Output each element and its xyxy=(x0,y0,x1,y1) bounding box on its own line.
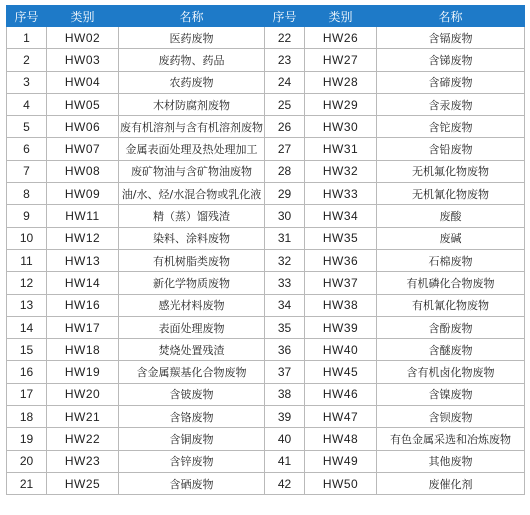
cell-category-right: HW34 xyxy=(305,205,377,227)
table-row xyxy=(7,361,525,383)
cell-name-left: 焚烧处置残渣 xyxy=(119,339,265,361)
cell-name-left: 金属表面处理及热处理加工 xyxy=(119,138,265,160)
table-row xyxy=(7,272,525,294)
table-row xyxy=(7,93,525,115)
header-name-left: 名称 xyxy=(119,6,265,27)
table-body xyxy=(7,27,525,495)
cell-category-right: HW50 xyxy=(305,472,377,494)
cell-name-right: 含碲废物 xyxy=(377,71,525,93)
cell-category-left: HW17 xyxy=(47,316,119,338)
cell-category-left: HW23 xyxy=(47,450,119,472)
cell-number-right: 28 xyxy=(265,160,305,182)
cell-name-left: 感光材料废物 xyxy=(119,294,265,316)
header-no-right: 序号 xyxy=(265,6,305,27)
cell-category-right: HW37 xyxy=(305,272,377,294)
cell-name-left: 农药废物 xyxy=(119,71,265,93)
cell-name-right: 无机氟化物废物 xyxy=(377,160,525,182)
cell-category-right: HW33 xyxy=(305,183,377,205)
cell-number-left: 2 xyxy=(7,49,47,71)
table-header-row xyxy=(7,6,525,27)
cell-name-right: 含铊废物 xyxy=(377,116,525,138)
cell-category-left: HW19 xyxy=(47,361,119,383)
cell-number-left: 12 xyxy=(7,272,47,294)
cell-category-right: HW31 xyxy=(305,138,377,160)
cell-number-left: 8 xyxy=(7,183,47,205)
cell-name-left: 含金属羰基化合物废物 xyxy=(119,361,265,383)
cell-number-left: 9 xyxy=(7,205,47,227)
cell-name-left: 废矿物油与含矿物油废物 xyxy=(119,160,265,182)
header-category-left: 类别 xyxy=(47,6,119,27)
cell-category-right: HW38 xyxy=(305,294,377,316)
cell-number-right: 22 xyxy=(265,27,305,49)
cell-name-right: 无机氰化物废物 xyxy=(377,183,525,205)
cell-name-right: 含锑废物 xyxy=(377,49,525,71)
cell-category-left: HW06 xyxy=(47,116,119,138)
table-row xyxy=(7,294,525,316)
cell-category-left: HW04 xyxy=(47,71,119,93)
table-row xyxy=(7,383,525,405)
cell-name-right: 含酚废物 xyxy=(377,316,525,338)
cell-number-right: 33 xyxy=(265,272,305,294)
table-row xyxy=(7,71,525,93)
cell-category-right: HW40 xyxy=(305,339,377,361)
cell-category-right: HW49 xyxy=(305,450,377,472)
table-row xyxy=(7,138,525,160)
cell-number-right: 26 xyxy=(265,116,305,138)
table-row xyxy=(7,183,525,205)
cell-number-right: 40 xyxy=(265,428,305,450)
cell-name-left: 废有机溶剂与含有机溶剂废物 xyxy=(119,116,265,138)
cell-number-right: 27 xyxy=(265,138,305,160)
cell-category-left: HW16 xyxy=(47,294,119,316)
cell-category-right: HW47 xyxy=(305,406,377,428)
cell-name-left: 木材防腐剂废物 xyxy=(119,93,265,115)
cell-name-right: 废碱 xyxy=(377,227,525,249)
cell-category-left: HW14 xyxy=(47,272,119,294)
cell-name-right: 含镉废物 xyxy=(377,27,525,49)
cell-category-left: HW09 xyxy=(47,183,119,205)
cell-category-left: HW02 xyxy=(47,27,119,49)
cell-category-right: HW27 xyxy=(305,49,377,71)
cell-category-right: HW36 xyxy=(305,249,377,271)
cell-category-left: HW20 xyxy=(47,383,119,405)
cell-number-left: 15 xyxy=(7,339,47,361)
table-row xyxy=(7,27,525,49)
cell-category-right: HW39 xyxy=(305,316,377,338)
cell-category-left: HW11 xyxy=(47,205,119,227)
cell-name-right: 有机磷化合物废物 xyxy=(377,272,525,294)
cell-number-right: 29 xyxy=(265,183,305,205)
cell-category-right: HW29 xyxy=(305,93,377,115)
cell-number-left: 18 xyxy=(7,406,47,428)
cell-category-right: HW46 xyxy=(305,383,377,405)
table-row xyxy=(7,428,525,450)
cell-number-left: 14 xyxy=(7,316,47,338)
cell-number-left: 11 xyxy=(7,249,47,271)
cell-name-right: 含铅废物 xyxy=(377,138,525,160)
cell-number-right: 35 xyxy=(265,316,305,338)
hazardous-waste-table-container xyxy=(6,5,524,495)
cell-name-left: 含铜废物 xyxy=(119,428,265,450)
cell-category-left: HW07 xyxy=(47,138,119,160)
cell-number-left: 16 xyxy=(7,361,47,383)
cell-name-right: 石棉废物 xyxy=(377,249,525,271)
table-row xyxy=(7,205,525,227)
table-row xyxy=(7,227,525,249)
cell-number-left: 1 xyxy=(7,27,47,49)
cell-name-right: 含钡废物 xyxy=(377,406,525,428)
cell-number-right: 34 xyxy=(265,294,305,316)
cell-number-left: 19 xyxy=(7,428,47,450)
cell-number-right: 38 xyxy=(265,383,305,405)
cell-number-right: 23 xyxy=(265,49,305,71)
cell-number-left: 7 xyxy=(7,160,47,182)
cell-category-right: HW48 xyxy=(305,428,377,450)
cell-number-right: 37 xyxy=(265,361,305,383)
cell-name-left: 医药废物 xyxy=(119,27,265,49)
cell-number-left: 21 xyxy=(7,472,47,494)
cell-category-left: HW12 xyxy=(47,227,119,249)
table-row xyxy=(7,406,525,428)
cell-name-right: 含有机卤化物废物 xyxy=(377,361,525,383)
cell-number-left: 13 xyxy=(7,294,47,316)
cell-number-left: 6 xyxy=(7,138,47,160)
table-row xyxy=(7,472,525,494)
cell-number-right: 39 xyxy=(265,406,305,428)
cell-category-left: HW18 xyxy=(47,339,119,361)
header-no-left: 序号 xyxy=(7,6,47,27)
cell-category-left: HW03 xyxy=(47,49,119,71)
cell-name-left: 含铬废物 xyxy=(119,406,265,428)
cell-name-left: 含锌废物 xyxy=(119,450,265,472)
cell-category-left: HW25 xyxy=(47,472,119,494)
table-row xyxy=(7,249,525,271)
cell-name-left: 油/水、烃/水混合物或乳化液 xyxy=(119,183,265,205)
table-row xyxy=(7,116,525,138)
cell-number-left: 5 xyxy=(7,116,47,138)
cell-number-right: 41 xyxy=(265,450,305,472)
cell-number-left: 17 xyxy=(7,383,47,405)
cell-name-left: 废药物、药品 xyxy=(119,49,265,71)
table-row xyxy=(7,339,525,361)
cell-number-left: 10 xyxy=(7,227,47,249)
cell-name-right: 废催化剂 xyxy=(377,472,525,494)
cell-category-left: HW05 xyxy=(47,93,119,115)
cell-name-right: 含镍废物 xyxy=(377,383,525,405)
cell-name-left: 新化学物质废物 xyxy=(119,272,265,294)
cell-number-right: 24 xyxy=(265,71,305,93)
cell-number-right: 31 xyxy=(265,227,305,249)
cell-number-left: 3 xyxy=(7,71,47,93)
cell-name-left: 表面处理废物 xyxy=(119,316,265,338)
cell-name-left: 含硒废物 xyxy=(119,472,265,494)
table-row xyxy=(7,450,525,472)
cell-category-right: HW28 xyxy=(305,71,377,93)
cell-name-right: 有色金属采选和冶炼废物 xyxy=(377,428,525,450)
cell-category-left: HW22 xyxy=(47,428,119,450)
cell-category-right: HW26 xyxy=(305,27,377,49)
cell-name-left: 有机树脂类废物 xyxy=(119,249,265,271)
hazardous-waste-table xyxy=(6,5,525,495)
cell-number-right: 42 xyxy=(265,472,305,494)
cell-category-left: HW13 xyxy=(47,249,119,271)
cell-name-left: 含铍废物 xyxy=(119,383,265,405)
cell-number-right: 36 xyxy=(265,339,305,361)
cell-name-left: 染料、涂料废物 xyxy=(119,227,265,249)
cell-name-right: 有机氰化物废物 xyxy=(377,294,525,316)
cell-category-right: HW30 xyxy=(305,116,377,138)
table-row xyxy=(7,160,525,182)
cell-number-left: 4 xyxy=(7,93,47,115)
cell-name-right: 废酸 xyxy=(377,205,525,227)
cell-number-right: 32 xyxy=(265,249,305,271)
cell-category-left: HW21 xyxy=(47,406,119,428)
cell-category-left: HW08 xyxy=(47,160,119,182)
cell-name-right: 含醚废物 xyxy=(377,339,525,361)
cell-number-right: 25 xyxy=(265,93,305,115)
cell-name-right: 其他废物 xyxy=(377,450,525,472)
header-category-right: 类别 xyxy=(305,6,377,27)
cell-category-right: HW45 xyxy=(305,361,377,383)
cell-category-right: HW32 xyxy=(305,160,377,182)
cell-number-left: 20 xyxy=(7,450,47,472)
cell-name-right: 含汞废物 xyxy=(377,93,525,115)
table-row xyxy=(7,49,525,71)
cell-name-left: 精（蒸）馏残渣 xyxy=(119,205,265,227)
cell-category-right: HW35 xyxy=(305,227,377,249)
table-row xyxy=(7,316,525,338)
cell-number-right: 30 xyxy=(265,205,305,227)
header-name-right: 名称 xyxy=(377,6,525,27)
